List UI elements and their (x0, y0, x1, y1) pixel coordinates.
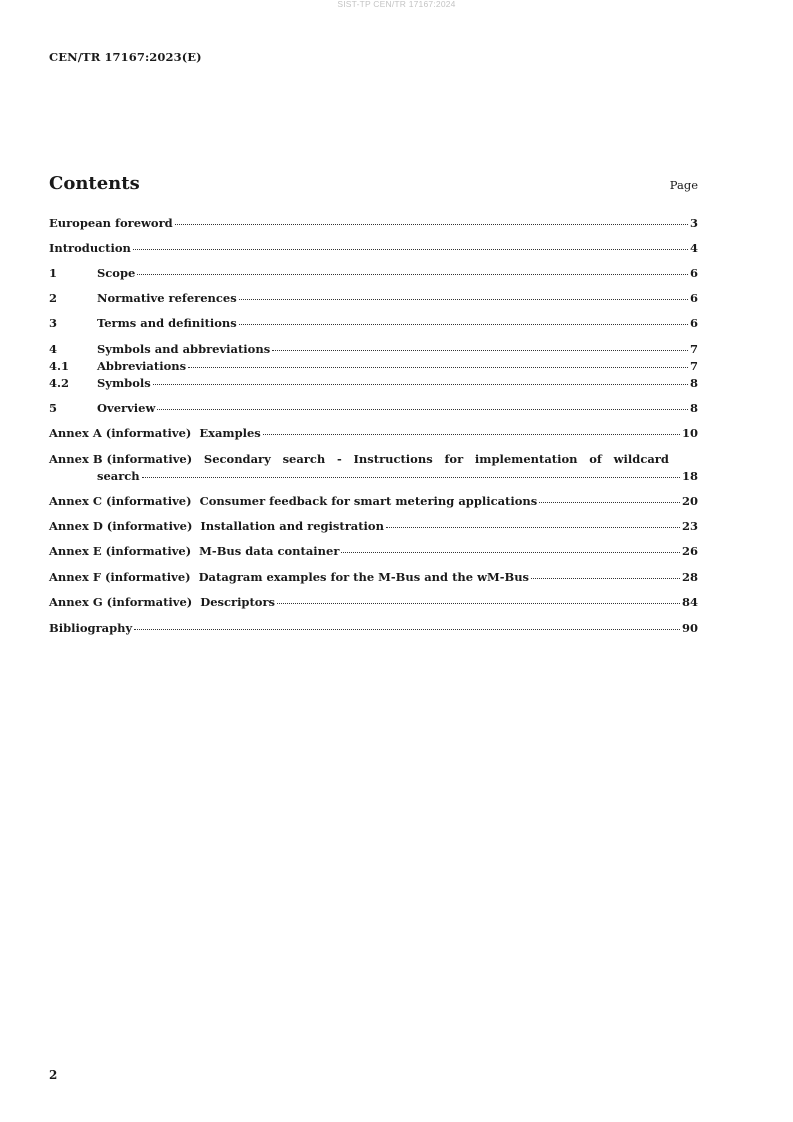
toc-entry-title: Annex G (informative) Descriptors (49, 595, 275, 609)
toc-entry-annex-d[interactable] (49, 519, 698, 534)
toc-entry-page: 84 (681, 595, 698, 609)
toc-entry-title-part: wildcard (613, 452, 669, 466)
leader-dots (263, 432, 680, 435)
toc-entry-title-part: of (589, 452, 602, 466)
toc-entry-abbreviations[interactable] (49, 359, 698, 374)
toc-entry-title-part: - (337, 452, 342, 466)
toc-entry-page: 7 (689, 342, 698, 356)
toc-entry-scope[interactable] (49, 266, 698, 281)
leader-dots (277, 601, 680, 604)
toc-entry-title: Annex D (informative) Installation and registration (49, 519, 384, 533)
toc-entry-number: 5 (49, 401, 58, 415)
toc-entry-annex-b-continued[interactable] (49, 469, 698, 484)
page-number: 2 (49, 1068, 58, 1082)
leader-dots (531, 576, 680, 579)
toc-entry-number: 1 (49, 266, 58, 280)
toc-entry-number: 4 (49, 342, 58, 356)
toc-entry-page: 6 (689, 316, 698, 330)
toc-entry-page: 23 (681, 519, 698, 533)
toc-entry-annex-c[interactable] (49, 494, 698, 509)
leader-dots (239, 322, 688, 325)
leader-dots (153, 382, 688, 385)
toc-entry-annex-f[interactable] (49, 570, 698, 585)
toc-entry-page: 8 (689, 376, 698, 390)
toc-entry-page: 90 (681, 621, 698, 635)
leader-dots (157, 407, 688, 410)
toc-entry-annex-g[interactable] (49, 595, 698, 610)
toc-entry-number: 2 (49, 291, 58, 305)
toc-entry-title: Annex C (informative) Consumer feedback for smart metering applications (49, 494, 538, 508)
toc-entry-title-part: search (282, 452, 326, 466)
toc-entry-page: 6 (689, 266, 698, 280)
toc-entry-page: 6 (689, 291, 698, 305)
toc-entry-page: 18 (681, 469, 698, 483)
leader-dots (386, 525, 680, 528)
leader-dots (188, 365, 688, 368)
leader-dots (137, 272, 688, 275)
leader-dots (175, 222, 688, 225)
toc-entry-title: Scope (97, 266, 136, 280)
toc-entry-title: Abbreviations (97, 359, 187, 373)
toc-entry-symbols[interactable] (49, 376, 698, 391)
toc-entry-title-part: Annex B (informative) (49, 452, 193, 466)
toc-entry-symbols-and-abbreviations[interactable] (49, 342, 698, 357)
toc-entry-number: 3 (49, 316, 58, 330)
toc-entry-terms-and-definitions[interactable] (49, 316, 698, 331)
leader-dots (133, 247, 688, 250)
leader-dots (272, 348, 688, 351)
toc-entry-title: Annex A (informative) Examples (49, 426, 261, 440)
toc-entry-title: Bibliography (49, 621, 133, 635)
leader-dots (134, 627, 680, 630)
toc-entry-annex-a[interactable] (49, 426, 698, 441)
leader-dots (341, 550, 680, 553)
toc-entry-title-continued: search (97, 469, 140, 483)
toc-entry-normative-references[interactable] (49, 291, 698, 306)
toc-entry-title: Annex E (informative) M-Bus data container (49, 544, 340, 558)
toc-entry-title-part: for (444, 452, 464, 466)
page-column-label: Page (669, 178, 698, 192)
leader-dots (239, 297, 688, 300)
toc-entry-number: 4.1 (49, 359, 70, 373)
toc-entry-introduction[interactable] (49, 241, 698, 256)
watermark: SIST-TP CEN/TR 17167:2024 (337, 0, 456, 9)
toc-entry-number: 4.2 (49, 376, 70, 390)
toc-entry-page: 10 (681, 426, 698, 440)
toc-entry-page: 4 (689, 241, 698, 255)
toc-entry-page: 8 (689, 401, 698, 415)
toc-entry-title: Overview (97, 401, 156, 415)
toc-entry-title: Annex F (informative) Datagram examples for the M-Bus and the wM-Bus (49, 570, 530, 584)
toc-entry-page: 20 (681, 494, 698, 508)
leader-dots (539, 500, 680, 503)
toc-entry-annex-e[interactable] (49, 544, 698, 559)
toc-entry-title: Introduction (49, 241, 131, 255)
toc-entry-title-part: implementation (474, 452, 578, 466)
toc-entry-title: European foreword (49, 216, 173, 230)
toc-entry-title: Symbols (97, 376, 151, 390)
toc-entry-title-part: Instructions (353, 452, 433, 466)
toc-entry-title: Terms and definitions (97, 316, 237, 330)
toc-entry-title: Symbols and abbreviations (97, 342, 271, 356)
toc-entry-annex-b[interactable] (49, 452, 669, 467)
toc-entry-bibliography[interactable] (49, 621, 698, 636)
toc-entry-european-foreword[interactable] (49, 216, 698, 231)
document-id: CEN/TR 17167:2023(E) (49, 50, 202, 64)
toc-entry-page: 26 (681, 544, 698, 558)
toc-entry-title: Normative references (97, 291, 237, 305)
contents-title: Contents (49, 173, 140, 194)
toc-entry-page: 3 (689, 216, 698, 230)
toc-entry-overview[interactable] (49, 401, 698, 416)
toc-entry-page: 28 (681, 570, 698, 584)
leader-dots (142, 475, 680, 478)
toc-entry-title-part: Secondary (203, 452, 271, 466)
toc-entry-page: 7 (689, 359, 698, 373)
